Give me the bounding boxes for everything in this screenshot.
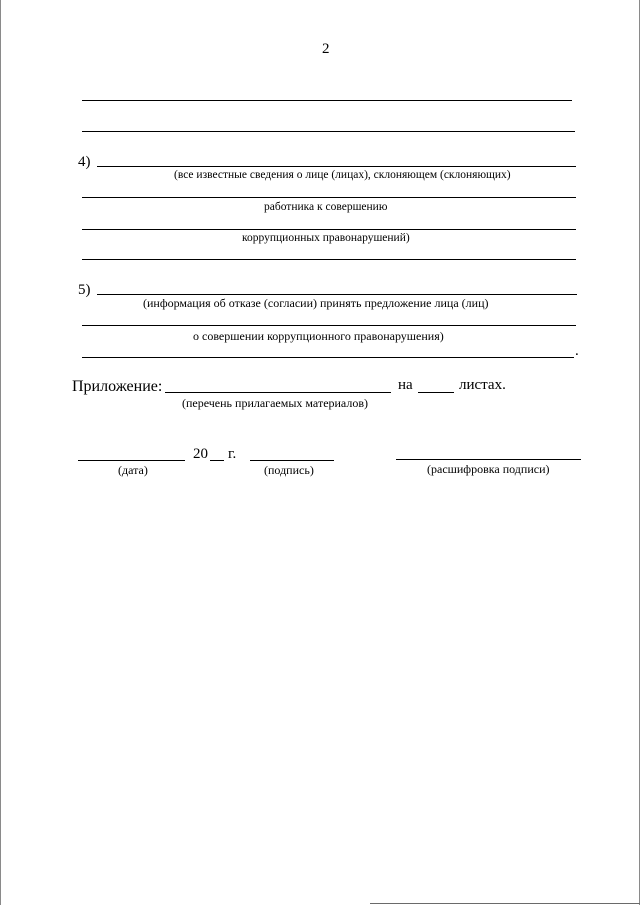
- year-suffix: г.: [228, 446, 237, 462]
- fill-line: [250, 460, 334, 461]
- attachment-label: Приложение:: [72, 378, 163, 395]
- item-4-caption-1: (все известные сведения о лице (лицах), склоняющем (склоняющих): [174, 169, 511, 181]
- item-5-end-mark: .: [575, 343, 579, 359]
- fill-line: [418, 392, 454, 393]
- scan-edge-bottom: [370, 903, 640, 904]
- item-4-caption-3: коррупционных правонарушений): [242, 232, 410, 244]
- fill-line: [97, 166, 576, 167]
- decode-caption: (расшифровка подписи): [427, 462, 550, 476]
- fill-line: [82, 229, 576, 230]
- fill-line: [82, 259, 576, 260]
- attachment-caption: (перечень прилагаемых материалов): [182, 396, 369, 410]
- year-prefix: 20: [193, 446, 208, 462]
- fill-line: [210, 460, 224, 461]
- fill-line: [82, 357, 574, 358]
- attachment-on-label: на: [398, 377, 413, 393]
- attachment-sheets-label: листах.: [459, 377, 506, 393]
- item-5-number: 5): [78, 282, 91, 298]
- fill-line: [97, 294, 577, 295]
- fill-line: [82, 131, 575, 132]
- page-number: 2: [322, 41, 330, 57]
- fill-line: [396, 459, 581, 460]
- item-5-caption-2: о совершении коррупционного правонарушения): [193, 329, 444, 343]
- fill-line: [82, 197, 576, 198]
- date-caption: (дата): [118, 463, 148, 477]
- item-4-number: 4): [78, 154, 91, 170]
- fill-line: [82, 325, 576, 326]
- fill-line: [82, 100, 572, 101]
- item-5-caption-1: (информация об отказе (согласии) принять предложение лица (лиц): [143, 296, 489, 310]
- item-4-caption-2: работника к совершению: [264, 201, 388, 213]
- fill-line: [165, 392, 391, 393]
- scan-edge-left: [0, 0, 1, 905]
- fill-line: [78, 460, 185, 461]
- sign-caption: (подпись): [264, 463, 314, 477]
